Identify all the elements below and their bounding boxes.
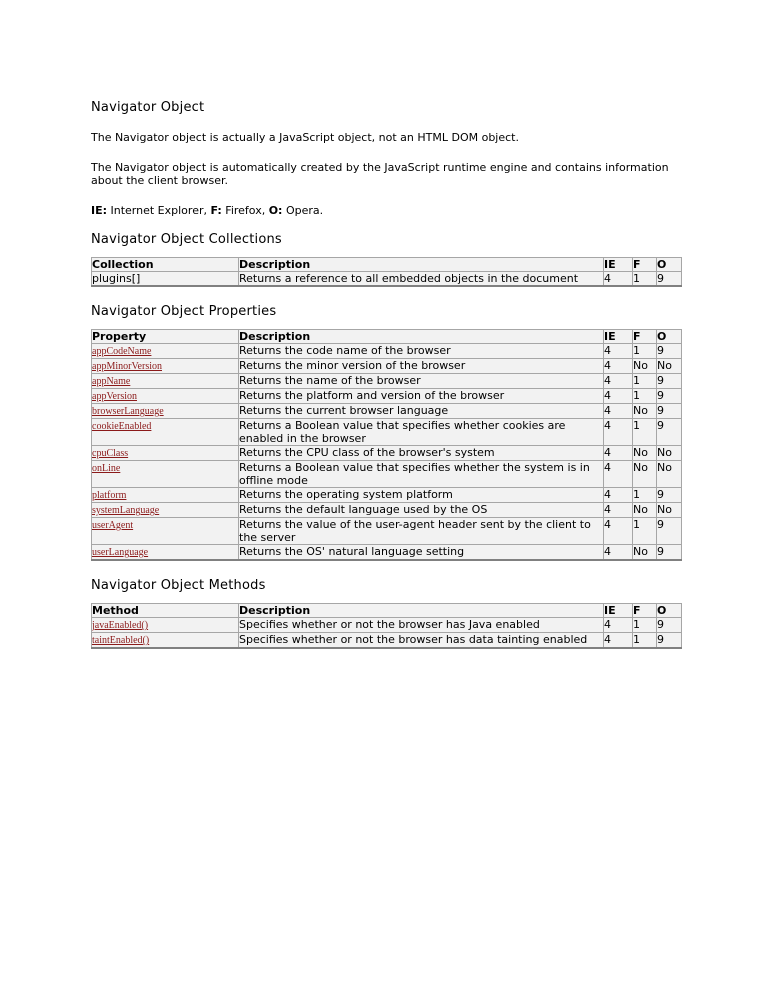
browser-legend <box>91 204 681 217</box>
table-row <box>92 461 682 488</box>
table-cell: 1 <box>633 389 657 404</box>
legend-ie-key: IE: <box>91 204 108 217</box>
table-cell: 4 <box>604 404 633 419</box>
table-cell <box>92 404 239 419</box>
table-cell: No <box>633 503 657 518</box>
methods-heading: Navigator Object Methods <box>91 578 266 593</box>
table-cell: No <box>657 359 682 374</box>
page-title: Navigator Object <box>91 100 205 115</box>
collections-table <box>91 257 682 287</box>
table-cell <box>92 389 239 404</box>
table-cell: 9 <box>657 272 682 287</box>
member-link[interactable]: platform <box>92 490 127 501</box>
column-header: O <box>657 604 682 618</box>
table-cell: 4 <box>604 633 633 649</box>
table-cell: 1 <box>633 374 657 389</box>
table-row <box>92 389 682 404</box>
legend-ie-value: Internet Explorer, <box>107 204 211 217</box>
table-cell: 9 <box>657 518 682 545</box>
member-link[interactable]: javaEnabled() <box>92 620 149 631</box>
table-cell: Returns the current browser language <box>239 404 604 419</box>
table-cell: 4 <box>604 503 633 518</box>
table-cell: 4 <box>604 344 633 359</box>
table-row <box>92 446 682 461</box>
table-cell <box>92 446 239 461</box>
table-cell: No <box>633 461 657 488</box>
table-cell: 9 <box>657 488 682 503</box>
table-cell: 9 <box>657 344 682 359</box>
member-link[interactable]: appName <box>92 376 131 387</box>
column-header: O <box>657 258 682 272</box>
legend-f-key: F: <box>210 204 222 217</box>
table-cell: 1 <box>633 633 657 649</box>
table-cell <box>92 618 239 633</box>
table-cell: plugins[] <box>92 272 239 287</box>
table-row <box>92 618 682 633</box>
table-header-row <box>92 604 682 618</box>
table-cell <box>92 344 239 359</box>
table-cell: 4 <box>604 618 633 633</box>
column-header: O <box>657 330 682 344</box>
table-cell: 4 <box>604 419 633 446</box>
member-link[interactable]: cpuClass <box>92 448 129 459</box>
table-cell: Returns a reference to all embedded objects in the document <box>239 272 604 287</box>
member-link[interactable]: appCodeName <box>92 346 152 357</box>
table-cell: 9 <box>657 404 682 419</box>
table-cell: 9 <box>657 633 682 649</box>
table-cell: 9 <box>657 389 682 404</box>
column-header: F <box>633 330 657 344</box>
table-cell: 1 <box>633 518 657 545</box>
table-cell: Returns the minor version of the browser <box>239 359 604 374</box>
column-header: Description <box>239 330 604 344</box>
table-cell: 9 <box>657 419 682 446</box>
methods-table <box>91 603 682 649</box>
table-cell: No <box>633 404 657 419</box>
table-cell: Returns the OS' natural language setting <box>239 545 604 561</box>
member-link[interactable]: onLine <box>92 463 121 474</box>
table-cell: 1 <box>633 344 657 359</box>
table-cell: 4 <box>604 446 633 461</box>
table-cell: 1 <box>633 272 657 287</box>
column-header: F <box>633 604 657 618</box>
table-cell: 9 <box>657 374 682 389</box>
table-row <box>92 503 682 518</box>
member-link[interactable]: systemLanguage <box>92 505 160 516</box>
table-cell: Returns the code name of the browser <box>239 344 604 359</box>
table-cell: No <box>657 461 682 488</box>
table-cell: 9 <box>657 618 682 633</box>
properties-heading: Navigator Object Properties <box>91 304 277 319</box>
intro-paragraph: The Navigator object is actually a JavaScript object, not an HTML DOM object. <box>91 131 519 144</box>
table-cell: Returns the platform and version of the browser <box>239 389 604 404</box>
table-cell <box>92 633 239 649</box>
table-cell: 4 <box>604 488 633 503</box>
table-cell: 4 <box>604 461 633 488</box>
column-header: Method <box>92 604 239 618</box>
column-header: IE <box>604 330 633 344</box>
table-cell: Returns the value of the user-agent header sent by the client to the server <box>239 518 604 545</box>
member-link[interactable]: browserLanguage <box>92 406 164 417</box>
column-header: Description <box>239 604 604 618</box>
table-row <box>92 518 682 545</box>
table-cell <box>92 359 239 374</box>
table-cell: Returns a Boolean value that specifies whether the system is in offline mode <box>239 461 604 488</box>
member-link[interactable]: appVersion <box>92 391 137 402</box>
column-header: Collection <box>92 258 239 272</box>
table-cell: Returns the operating system platform <box>239 488 604 503</box>
table-cell: 1 <box>633 488 657 503</box>
table-cell <box>92 488 239 503</box>
table-cell: Returns the CPU class of the browser's system <box>239 446 604 461</box>
table-cell: 4 <box>604 359 633 374</box>
table-row <box>92 374 682 389</box>
table-row <box>92 404 682 419</box>
legend-o-key: O: <box>268 204 283 217</box>
member-link[interactable]: appMinorVersion <box>92 361 162 372</box>
table-header-row <box>92 330 682 344</box>
table-cell: 9 <box>657 545 682 561</box>
table-cell: 4 <box>604 272 633 287</box>
table-row <box>92 344 682 359</box>
description-paragraph: The Navigator object is automatically created by the JavaScript runtime engine and contains information about the client browser. <box>91 161 669 187</box>
table-header-row <box>92 258 682 272</box>
member-link[interactable]: userLanguage <box>92 547 149 558</box>
table-cell: Specifies whether or not the browser has Java enabled <box>239 618 604 633</box>
member-link[interactable]: userAgent <box>92 520 134 531</box>
member-link[interactable]: taintEnabled() <box>92 635 150 646</box>
table-cell: 4 <box>604 545 633 561</box>
table-cell <box>92 461 239 488</box>
table-cell <box>92 545 239 561</box>
table-cell <box>92 374 239 389</box>
document-page <box>91 100 681 649</box>
column-header: IE <box>604 604 633 618</box>
table-cell: Returns a Boolean value that specifies whether cookies are enabled in the browser <box>239 419 604 446</box>
legend-f-value: Firefox, <box>221 204 269 217</box>
table-cell: 1 <box>633 419 657 446</box>
properties-table <box>91 329 682 561</box>
table-row <box>92 419 682 446</box>
table-row <box>92 488 682 503</box>
table-row <box>92 359 682 374</box>
table-cell <box>92 503 239 518</box>
table-cell: Returns the default language used by the OS <box>239 503 604 518</box>
table-cell: No <box>633 359 657 374</box>
table-cell: Returns the name of the browser <box>239 374 604 389</box>
member-link[interactable]: cookieEnabled <box>92 421 152 432</box>
table-row <box>92 545 682 561</box>
legend-o-value: Opera. <box>282 204 324 217</box>
column-header: F <box>633 258 657 272</box>
table-cell <box>92 518 239 545</box>
table-cell: 4 <box>604 518 633 545</box>
table-cell: No <box>657 503 682 518</box>
table-cell: 4 <box>604 374 633 389</box>
table-row <box>92 272 682 287</box>
table-cell: No <box>657 446 682 461</box>
table-cell: 4 <box>604 389 633 404</box>
column-header: Property <box>92 330 239 344</box>
table-cell: 1 <box>633 618 657 633</box>
column-header: Description <box>239 258 604 272</box>
table-cell <box>92 419 239 446</box>
table-cell: Specifies whether or not the browser has data tainting enabled <box>239 633 604 649</box>
table-cell: No <box>633 446 657 461</box>
table-row <box>92 633 682 649</box>
collections-heading: Navigator Object Collections <box>91 232 282 247</box>
column-header: IE <box>604 258 633 272</box>
table-cell: No <box>633 545 657 561</box>
